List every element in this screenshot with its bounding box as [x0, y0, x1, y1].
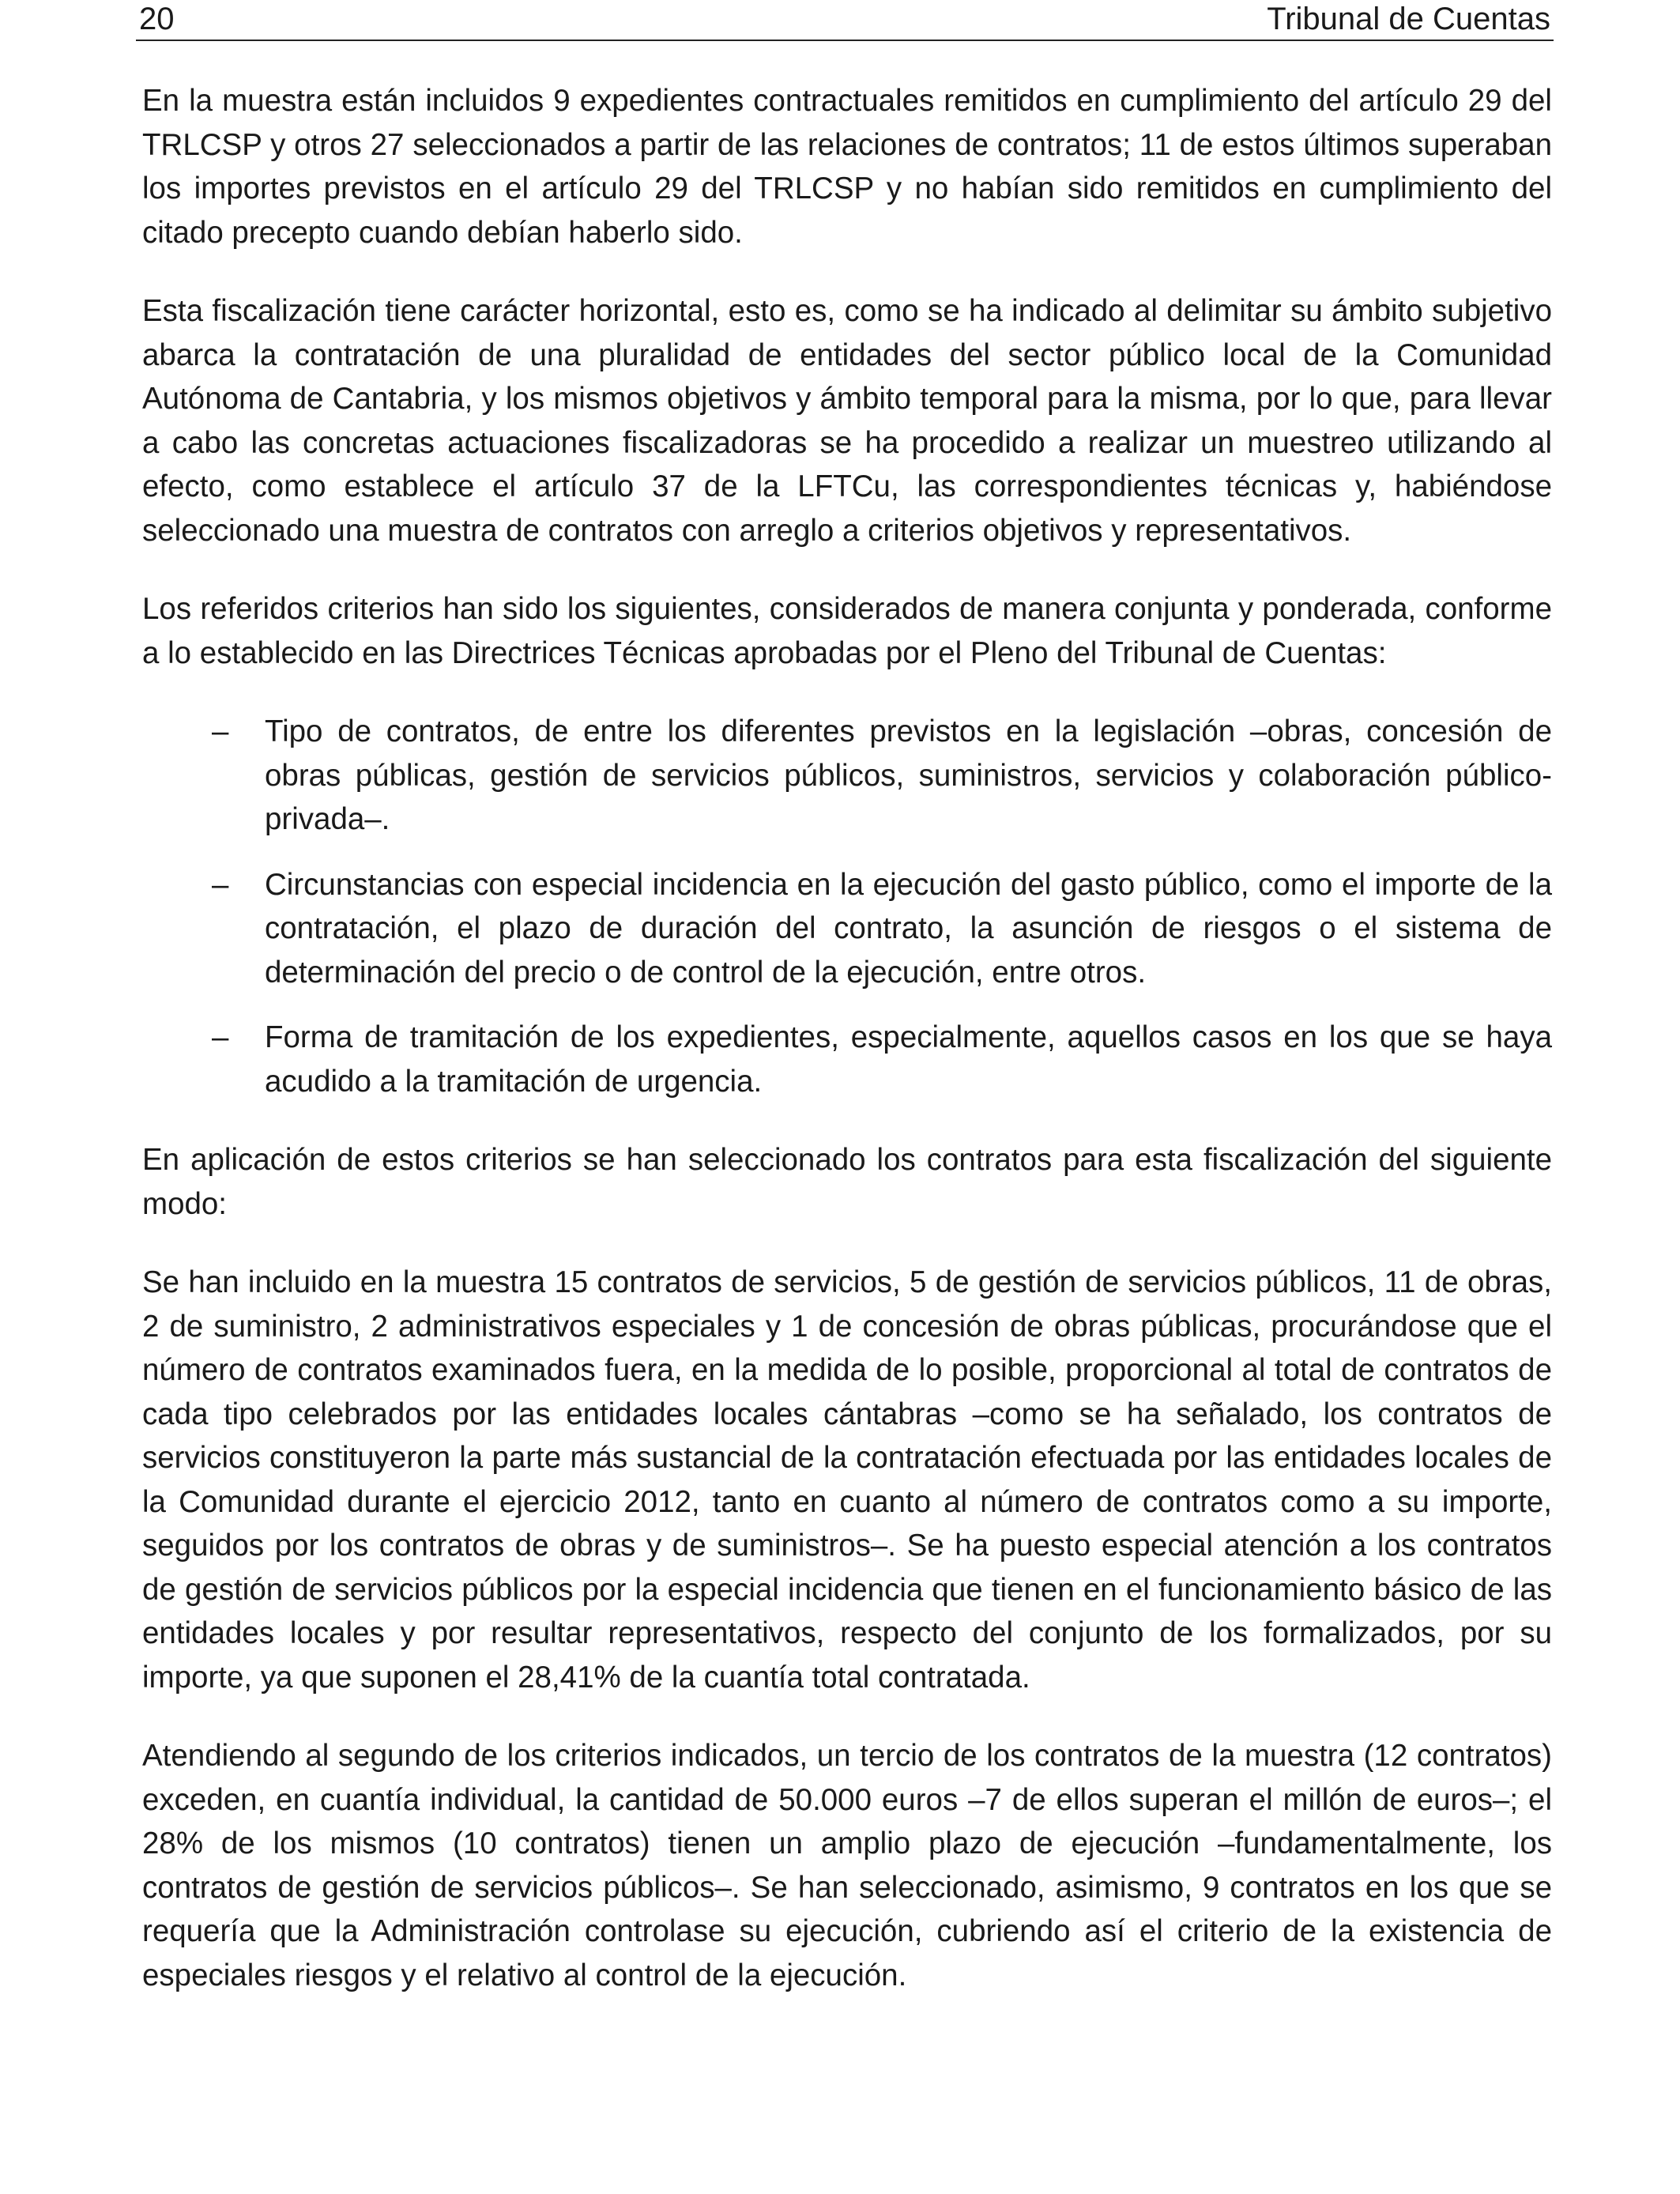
list-item-text: Forma de tramitación de los expedientes, especialmente, aquellos casos en los que se haya acudido a la tramitación de urgencia. [265, 1020, 1552, 1099]
paragraph-second-criterion: Atendiendo al segundo de los criterios indicados, un tercio de los contratos de la muestra (12 contratos) exceden, en cuantía individual, la cantidad de 50.000 euros –7 de ellos superan el millón de euros–; el 28% de los mismos (10 contratos) tienen un amplio plazo de ejecución –fundamentalmente, los contratos de gestión de servicios públicos–. Se han seleccionado, asimismo, 9 contratos en los que se requería que la Administración controlase su ejecución, cubriendo así el criterio de la existencia de especiales riesgos y el relativo al control de la ejecución. [142, 1739, 1552, 1992]
list-item-text: Circunstancias con especial incidencia en la ejecución del gasto público, como el importe de la contratación, el plazo de duración del contrato, la asunción de riesgos o el sistema de determinación del precio o de control de la ejecución, entre otros. [265, 867, 1552, 990]
list-item [142, 863, 1552, 995]
page-header [136, 0, 1554, 41]
paragraph-sample-composition: En la muestra están incluidos 9 expedientes contractuales remitidos en cumplimiento del artículo 29 del TRLCSP y otros 27 seleccionados a partir de las relaciones de contratos; 11 de estos últimos superaban los importes previstos en el artículo 29 del TRLCSP y no habían sido remitidos en cumplimiento del citado precepto cuando debían haberlo sido. [142, 84, 1552, 250]
dash-bullet-icon: – [212, 867, 229, 902]
dash-bullet-icon: – [212, 714, 229, 748]
paragraph-horizontal-audit: Esta fiscalización tiene carácter horizontal, esto es, como se ha indicado al delimitar su ámbito subjetivo abarca la contratación de una pluralidad de entidades del sector público local de la Comunidad Autónoma de Cantabria, y los mismos objetivos y ámbito temporal para la misma, por lo que, para llevar a cabo las concretas actuaciones fiscalizadoras se ha procedido a realizar un muestreo utilizando al efecto, como establece el artículo 37 de la LFTCu, las correspondientes técnicas y, habiéndose seleccionado una muestra de contratos con arreglo a criterios objetivos y representativos. [142, 294, 1552, 548]
dash-bullet-icon: – [212, 1020, 229, 1054]
list-item [142, 710, 1552, 842]
criteria-list [142, 710, 1552, 1103]
document-body [142, 79, 1552, 2032]
paragraph-contract-types: Se han incluido en la muestra 15 contratos de servicios, 5 de gestión de servicios públicos, 11 de obras, 2 de suministro, 2 administrativos especiales y 1 de concesión de obras públicas, procurándose que el número de contratos examinados fuera, en la medida de lo posible, proporcional al total de contratos de cada tipo celebrados por las entidades locales cántabras –como se ha señalado, los contratos de servicios constituyeron la parte más sustancial de la contratación efectuada por las entidades locales de la Comunidad durante el ejercicio 2012, tanto en cuanto al número de contratos como a su importe, seguidos por los contratos de obras y de suministros–. Se ha puesto especial atención a los contratos de gestión de servicios públicos por la especial incidencia que tienen en el funcionamiento básico de las entidades locales y por resultar representativos, respecto del conjunto de los formalizados, por su importe, ya que suponen el 28,41% de la cuantía total contratada. [142, 1265, 1552, 1695]
list-item-text: Tipo de contratos, de entre los diferentes previstos en la legislación –obras, concesión de obras públicas, gestión de servicios públicos, suministros, servicios y colaboración público-privada–. [265, 714, 1552, 836]
page-number: 20 [139, 2, 175, 36]
page-header-organization: Tribunal de Cuentas [1267, 2, 1550, 36]
list-item [142, 1016, 1552, 1103]
paragraph-criteria-intro: Los referidos criterios han sido los siguientes, considerados de manera conjunta y ponderada, conforme a lo establecido en las Directrices Técnicas aprobadas por el Pleno del Tribunal de Cuentas: [142, 592, 1552, 670]
paragraph-selection-intro: En aplicación de estos criterios se han seleccionado los contratos para esta fiscalización del siguiente modo: [142, 1143, 1552, 1221]
